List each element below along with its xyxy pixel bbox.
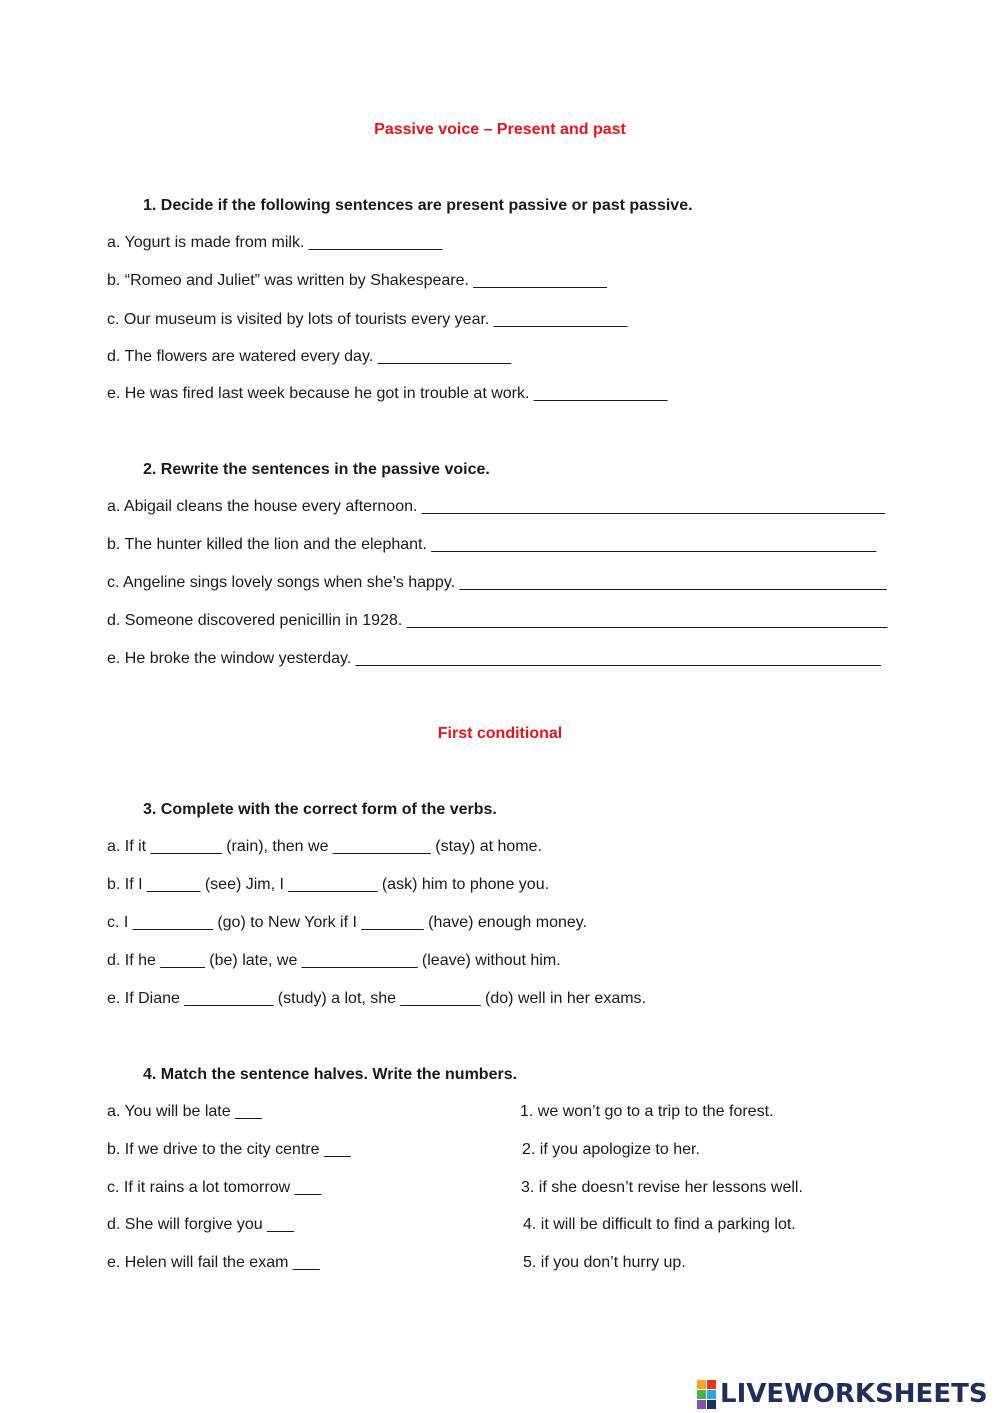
q1-item-c: c. Our museum is visited by lots of tourists every year. _______________ [107, 311, 628, 328]
q3-item-e: e. If Diane __________ (study) a lot, she _________ (do) well in her exams. [107, 990, 646, 1007]
question-1-instruction: 1. Decide if the following sentences are present passive or past passive. [143, 197, 693, 214]
liveworksheets-logo[interactable] [697, 1378, 988, 1410]
q3-item-d: d. If he _____ (be) late, we _____________ (leave) without him. [107, 952, 561, 969]
q2-item-c: c. Angeline sings lovely songs when she’s happy. ________________________________________________ [107, 574, 887, 591]
q2-item-e: e. He broke the window yesterday. ___________________________________________________________ [107, 650, 881, 667]
q4-right-3: 3. if she doesn’t revise her lessons well. [521, 1179, 803, 1196]
logo-block-4 [707, 1390, 716, 1399]
logo-block-2 [707, 1380, 716, 1389]
logo-text: LIVEWORKSHEETS [720, 1379, 988, 1409]
q3-item-b: b. If I ______ (see) Jim, I __________ (ask) him to phone you. [107, 876, 550, 893]
q2-item-d: d. Someone discovered penicillin in 1928. ______________________________________________________ [107, 612, 888, 629]
q4-left-a: a. You will be late ___ [107, 1103, 262, 1120]
q4-right-1: 1. we won’t go to a trip to the forest. [520, 1103, 774, 1120]
q4-left-d: d. She will forgive you ___ [107, 1216, 294, 1233]
q1-item-e: e. He was fired last week because he got in trouble at work. _______________ [107, 385, 668, 402]
logo-blocks-icon [697, 1380, 716, 1409]
q4-right-5: 5. if you don’t hurry up. [523, 1254, 686, 1271]
q1-item-d: d. The flowers are watered every day. _______________ [107, 348, 512, 365]
logo-block-5 [697, 1400, 706, 1409]
section-title-first-conditional: First conditional [437, 725, 563, 742]
section-title-passive-voice: Passive voice – Present and past [374, 121, 626, 138]
q3-item-c: c. I _________ (go) to New York if I _______ (have) enough money. [107, 914, 588, 931]
q2-item-b: b. The hunter killed the lion and the elephant. __________________________________________________ [107, 536, 877, 553]
question-2-instruction: 2. Rewrite the sentences in the passive voice. [143, 461, 490, 478]
logo-block-3 [697, 1390, 706, 1399]
question-4-instruction: 4. Match the sentence halves. Write the numbers. [143, 1066, 518, 1083]
question-3-instruction: 3. Complete with the correct form of the verbs. [143, 801, 497, 818]
q2-item-a: a. Abigail cleans the house every afternoon. ____________________________________________________ [107, 498, 885, 515]
q4-left-e: e. Helen will fail the exam ___ [107, 1254, 320, 1271]
q3-item-a: a. If it ________ (rain), then we ___________ (stay) at home. [107, 838, 542, 855]
q1-item-a: a. Yogurt is made from milk. _______________ [107, 234, 443, 251]
q4-left-b: b. If we drive to the city centre ___ [107, 1141, 351, 1158]
logo-block-6 [707, 1400, 716, 1409]
q4-right-4: 4. it will be difficult to find a parking lot. [523, 1216, 796, 1233]
logo-block-1 [697, 1380, 706, 1389]
q1-item-b: b. “Romeo and Juliet” was written by Shakespeare. _______________ [107, 272, 607, 289]
q4-right-2: 2. if you apologize to her. [522, 1141, 700, 1158]
q4-left-c: c. If it rains a lot tomorrow ___ [107, 1179, 322, 1196]
